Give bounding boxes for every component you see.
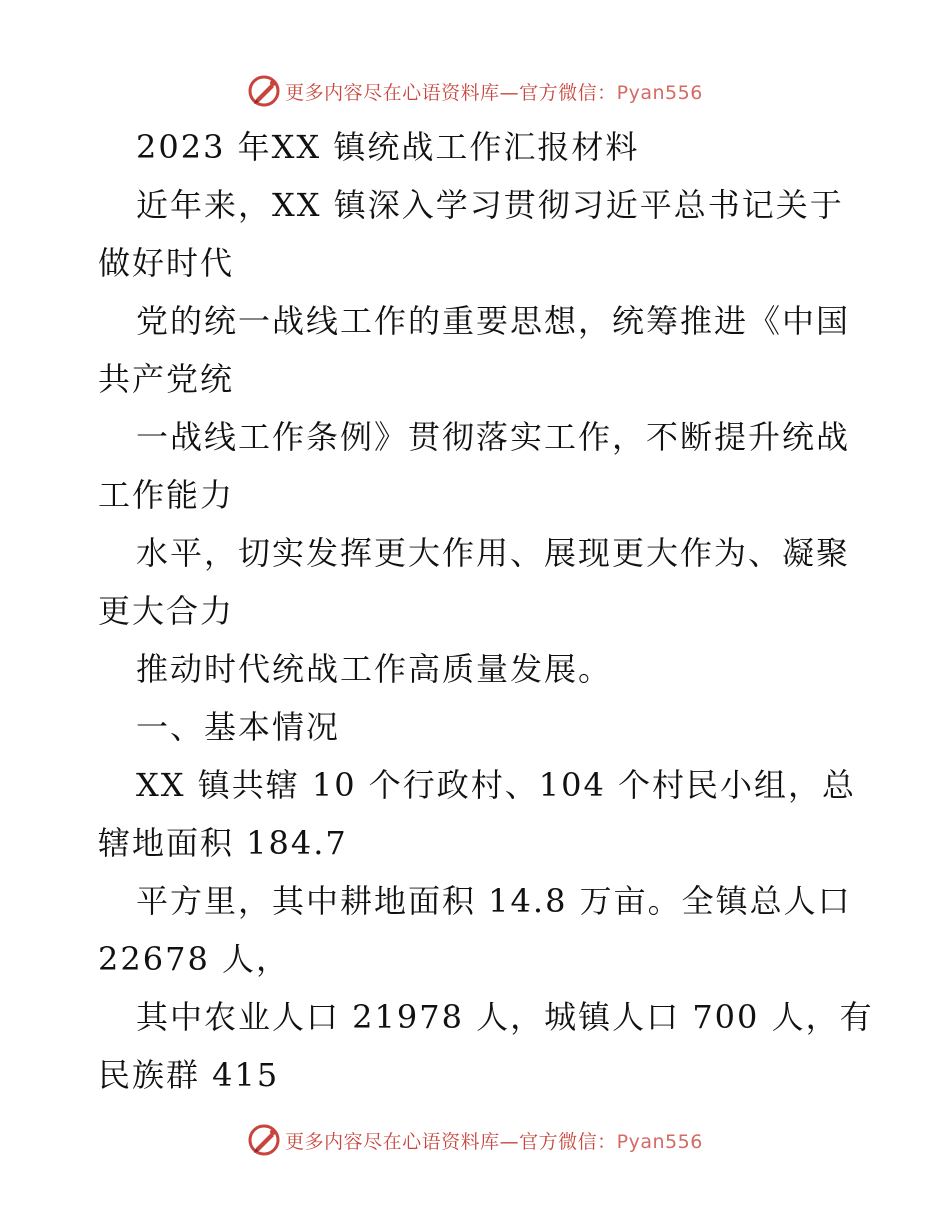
paragraph-line: 更大合力 [98, 592, 235, 630]
paragraph-line: 其中农业人口 21978 人，城镇人口 700 人，有 [136, 998, 874, 1036]
watermark-id: Pyan556 [616, 81, 703, 104]
watermark-text: 更多内容尽在心语资料库—官方微信： [285, 1130, 617, 1153]
document-body [98, 118, 874, 1104]
paragraph-line: 工作能力 [98, 476, 235, 514]
document-title: 2023 年XX 镇统战工作汇报材料 [136, 128, 640, 166]
section-heading: 一、基本情况 [136, 708, 341, 746]
pen-logo-icon [247, 1123, 281, 1157]
paragraph-line: 一战线工作条例》贯彻落实工作，不断提升统战 [136, 418, 851, 456]
paragraph-line: 水平，切实发挥更大作用、展现更大作为、凝聚 [136, 534, 851, 572]
paragraph-line: 22678 人， [98, 940, 290, 978]
paragraph-line: 辖地面积 184.7 [98, 824, 348, 862]
header-watermark [0, 74, 950, 108]
paragraph-line: 推动时代统战工作高质量发展。 [136, 650, 613, 688]
paragraph-line: 近年来，XX 镇深入学习贯彻习近平总书记关于 [136, 186, 844, 224]
paragraph-line: 做好时代 [98, 244, 235, 282]
paragraph-line: 共产党统 [98, 360, 235, 398]
paragraph-line: XX 镇共辖 10 个行政村、104 个村民小组，总 [136, 766, 857, 804]
paragraph-line: 党的统一战线工作的重要思想，统筹推进《中国 [136, 302, 851, 340]
paragraph-line: 平方里，其中耕地面积 14.8 万亩。全镇总人口 [136, 882, 852, 920]
pen-logo-icon [247, 74, 281, 108]
paragraph-line: 民族群 415 [98, 1056, 280, 1094]
watermark-text: 更多内容尽在心语资料库—官方微信： [285, 81, 617, 104]
footer-watermark [0, 1123, 950, 1157]
watermark-id: Pyan556 [616, 1130, 703, 1153]
